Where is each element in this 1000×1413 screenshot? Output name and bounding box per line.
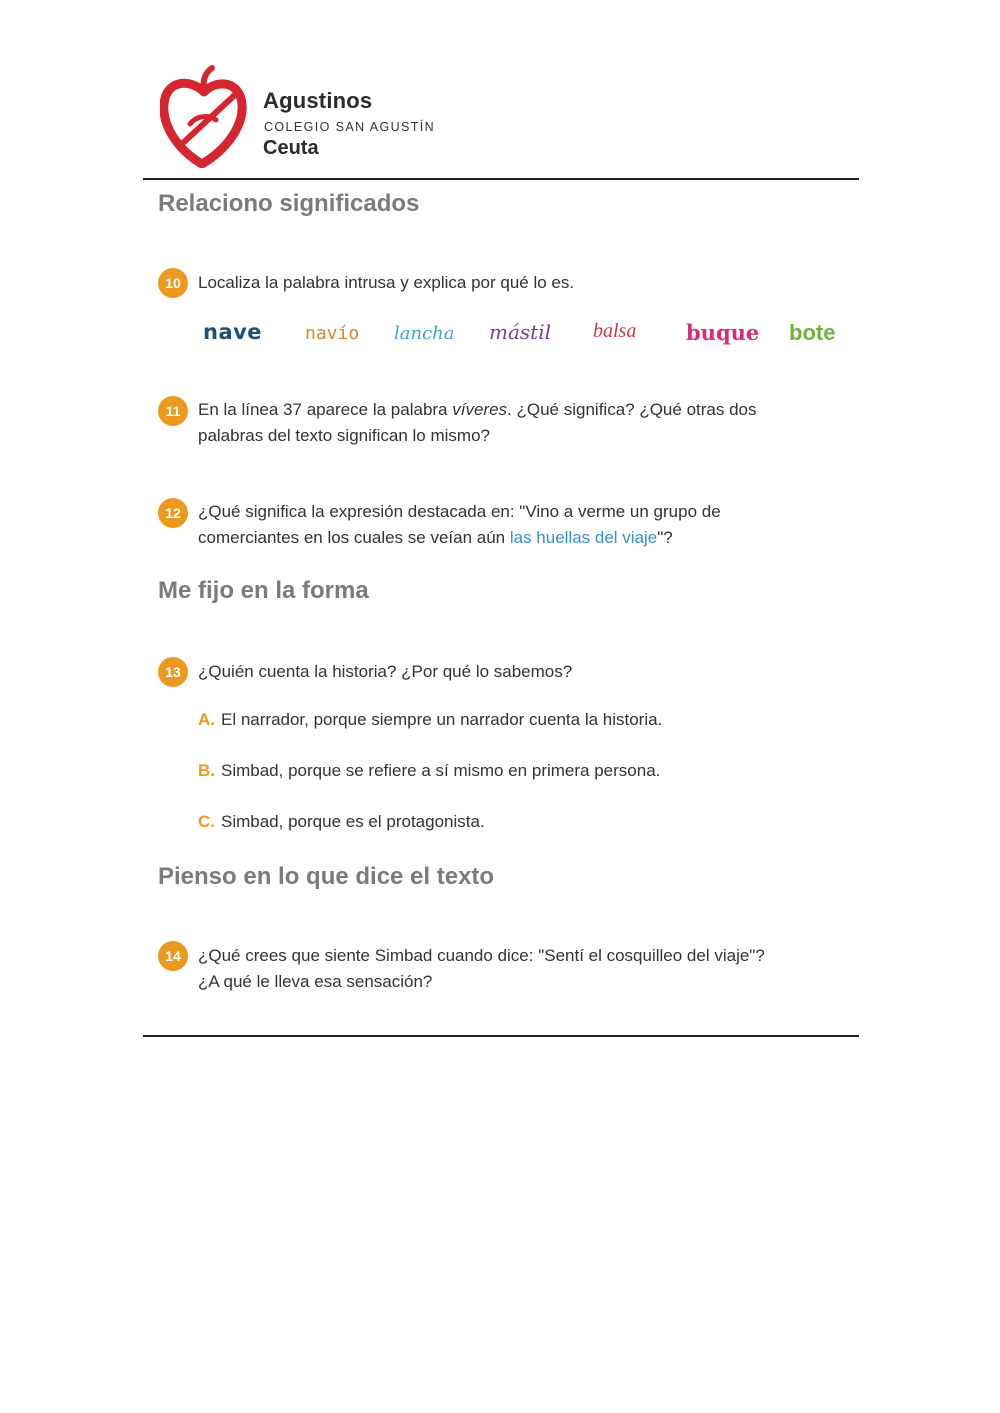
question-12-line-1: ¿Qué significa la expresión destacada en: "Vino a verme un grupo de — [198, 502, 721, 521]
question-11-line-1: En la línea 37 aparece la palabra víveres. ¿Qué significa? ¿Qué otras dos — [198, 400, 757, 419]
question-14-line-2: ¿A qué le lleva esa sensación? — [198, 972, 433, 991]
word-nave: nave — [203, 320, 263, 344]
italic-word: víveres — [452, 400, 508, 419]
option-c — [198, 812, 485, 832]
option-letter: A. — [198, 710, 215, 729]
org-name: Agustinos — [263, 88, 373, 113]
option-letter: C. — [198, 812, 215, 831]
question-13-text — [198, 659, 848, 685]
question-number-badge: 11 — [158, 396, 188, 426]
question-11-line-2: palabras del texto significan lo mismo? — [198, 426, 490, 445]
option-text: El narrador, porque siempre un narrador cuenta la historia. — [221, 710, 663, 729]
question-number-badge: 10 — [158, 268, 188, 298]
top-divider — [143, 178, 859, 180]
org-city: Ceuta — [263, 137, 319, 159]
word-mastil: mástil — [489, 320, 551, 344]
highlighted-expression: las huellas del viaje — [509, 528, 658, 547]
word-balsa: balsa — [593, 320, 637, 342]
org-subtitle: COLEGIO SAN AGUSTÍN — [264, 120, 436, 134]
option-b — [198, 761, 660, 781]
question-12-text — [198, 499, 848, 551]
word-bote: bote — [789, 320, 836, 345]
question-11-text — [198, 397, 848, 449]
question-13-line: ¿Quién cuenta la historia? ¿Por qué lo sabemos? — [198, 662, 573, 681]
bottom-divider — [143, 1035, 859, 1037]
word-lancha: lancha — [394, 323, 455, 344]
apple-heart-logo-icon — [160, 64, 250, 168]
question-10-text — [198, 270, 848, 296]
option-letter: B. — [198, 761, 215, 780]
section-title-pienso: Pienso en lo que dice el texto — [158, 863, 495, 890]
question-14-line-1: ¿Qué crees que siente Simbad cuando dice: "Sentí el cosquilleo del viaje"? — [198, 946, 765, 965]
section-title-me-fijo: Me fijo en la forma — [158, 577, 369, 604]
question-number-badge: 13 — [158, 657, 188, 687]
section-title-relaciono: Relaciono significados — [158, 190, 420, 217]
option-text: Simbad, porque es el protagonista. — [221, 812, 485, 831]
question-10-line: Localiza la palabra intrusa y explica por qué lo es. — [198, 273, 575, 292]
question-number-badge: 14 — [158, 941, 188, 971]
question-12-line-2: comerciantes en los cuales se veían aún las huellas del viaje"? — [198, 528, 673, 547]
word-navio: navío — [305, 323, 360, 344]
option-text: Simbad, porque se refiere a sí mismo en primera persona. — [221, 761, 661, 780]
option-a — [198, 710, 662, 730]
question-14-text — [198, 943, 848, 995]
question-number-badge: 12 — [158, 498, 188, 528]
word-buque: buque — [686, 320, 760, 345]
